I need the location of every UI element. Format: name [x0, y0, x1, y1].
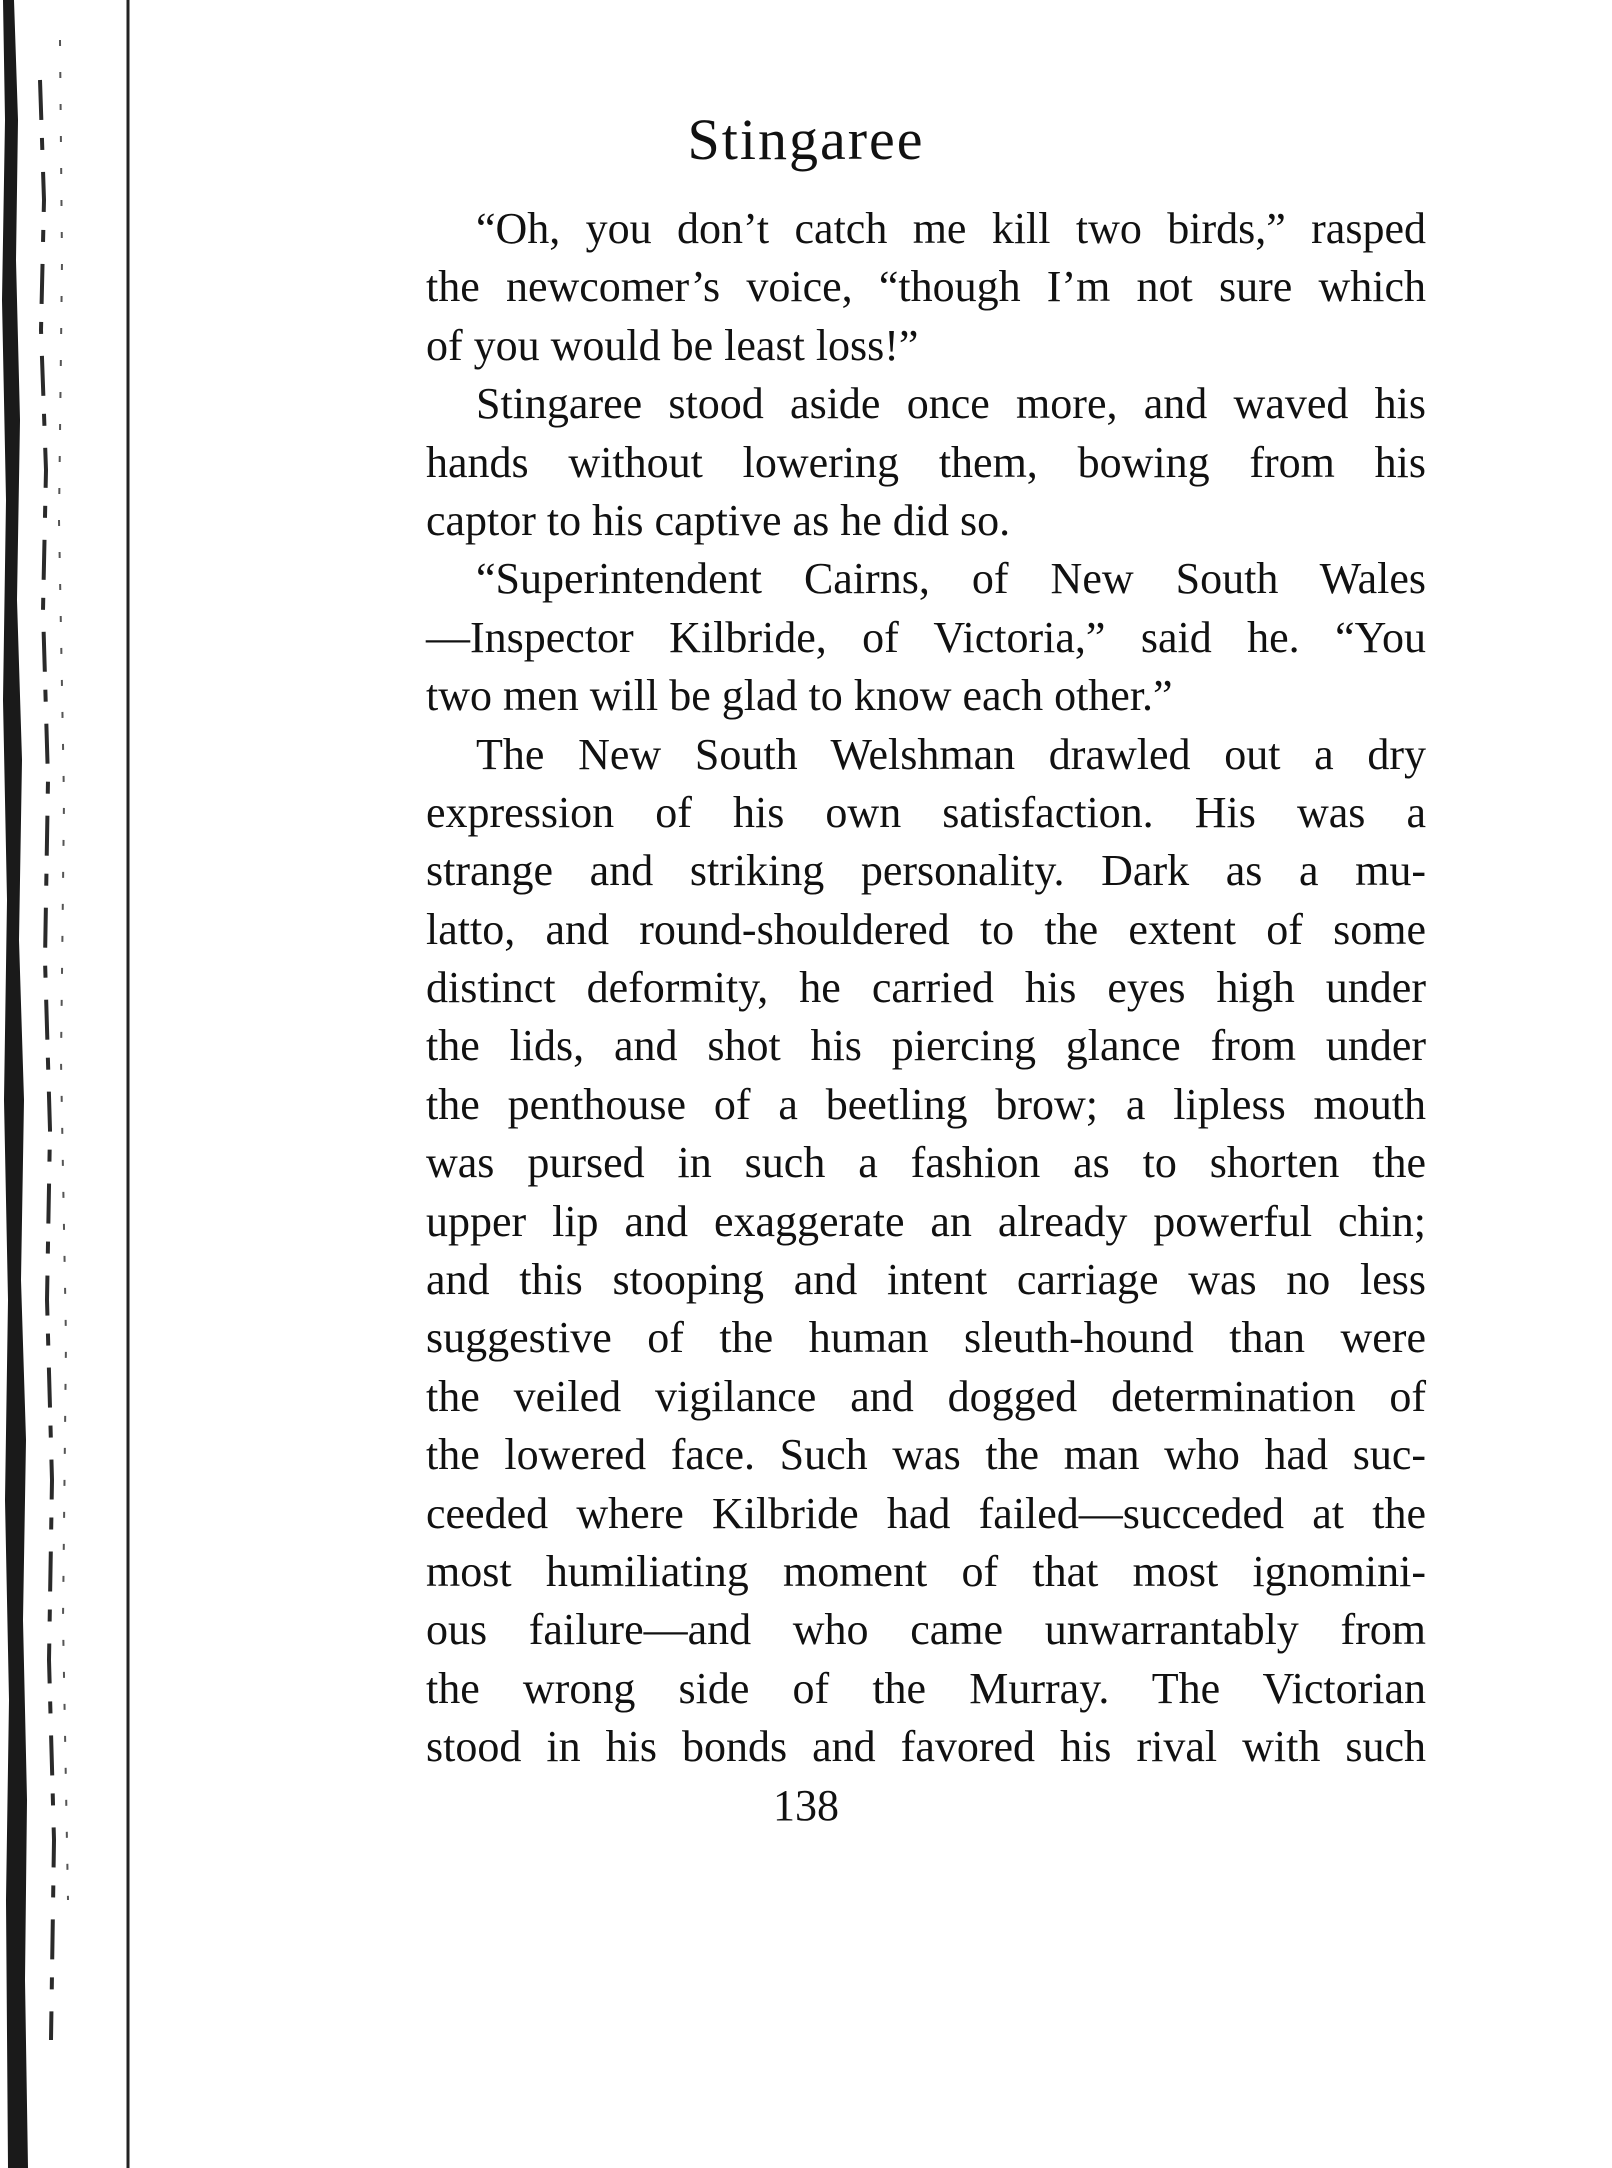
text-line: Stingaree stood aside once more, and waved his [476, 379, 1426, 429]
text-line: two men will be glad to know each other.” [426, 671, 1173, 721]
text-line: stood in his bonds and favored his rival with such [426, 1722, 1426, 1772]
text-line: the lowered face. Such was the man who had suc- [426, 1430, 1426, 1480]
text-line: and this stooping and intent carriage was no less [426, 1255, 1426, 1305]
text-line: latto, and round-shouldered to the extent of some [426, 904, 1426, 954]
text-line: suggestive of the human sleuth-hound than were [426, 1313, 1426, 1363]
body-text [426, 200, 1426, 1777]
text-line: upper lip and exaggerate an already powerful chin; [426, 1196, 1426, 1246]
running-title: Stingaree [687, 107, 925, 172]
page-number: 138 [773, 1781, 839, 1830]
text-line: The New South Welshman drawled out a dry [476, 729, 1426, 779]
text-line: distinct deformity, he carried his eyes high under [426, 963, 1426, 1013]
text-line: expression of his own satisfaction. His was a [426, 787, 1426, 837]
text-line: ous failure—and who came unwarrantably from [426, 1605, 1426, 1655]
text-line: the wrong side of the Murray. The Victorian [426, 1663, 1426, 1713]
text-line: ceeded where Kilbride had failed—succeded at the [426, 1488, 1426, 1538]
text-line: the penthouse of a beetling brow; a lipless mouth [426, 1079, 1426, 1129]
text-line: of you would be least loss!” [426, 320, 919, 370]
text-line: the veiled vigilance and dogged determination of [426, 1371, 1426, 1421]
text-line: “Superintendent Cairns, of New South Wales [476, 554, 1426, 604]
text-line: hands without lowering them, bowing from his [426, 437, 1426, 487]
text-line: the newcomer’s voice, “though I’m not sure which [426, 262, 1426, 312]
text-line: captor to his captive as he did so. [426, 495, 1011, 545]
scanned-page-edge [0, 0, 140, 2168]
text-line: “Oh, you don’t catch me kill two birds,” rasped [476, 204, 1426, 253]
text-line: —Inspector Kilbride, of Victoria,” said he. “You [426, 612, 1426, 662]
text-line: most humiliating moment of that most ignomini- [426, 1546, 1426, 1596]
text-line: was pursed in such a fashion as to shorten the [426, 1138, 1426, 1188]
text-line: the lids, and shot his piercing glance from under [426, 1021, 1426, 1071]
text-line: strange and striking personality. Dark as a mu- [426, 846, 1426, 896]
